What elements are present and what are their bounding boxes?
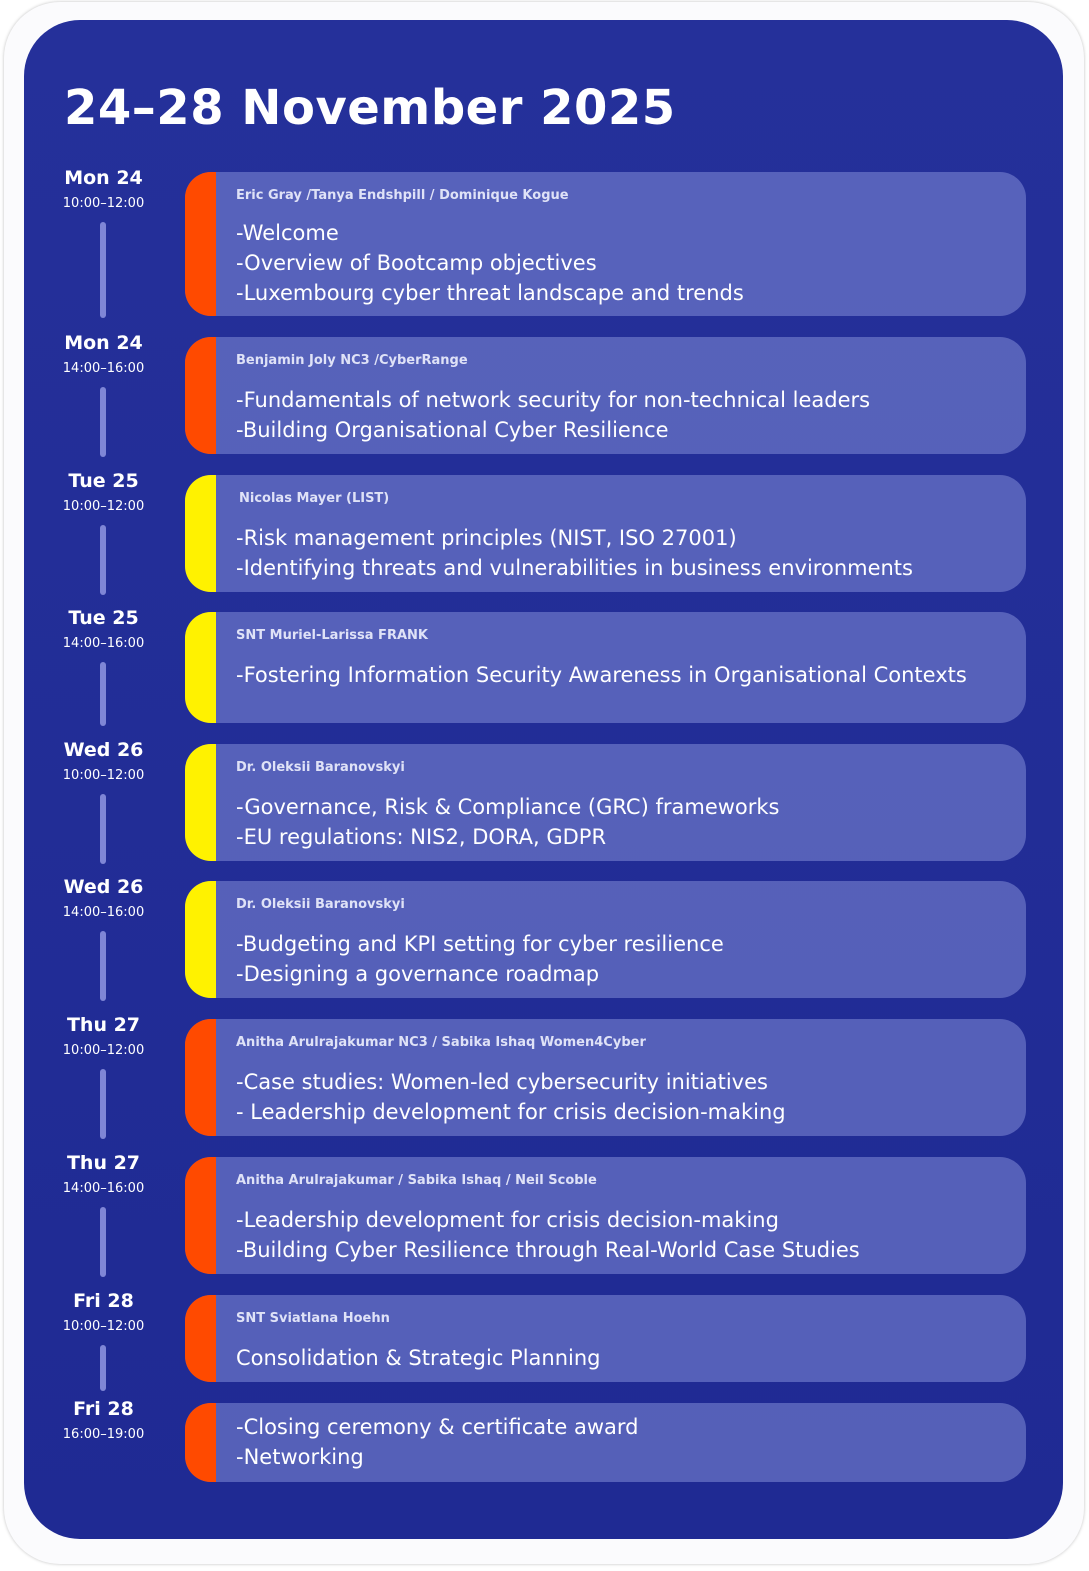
timeline-connector — [100, 931, 106, 1001]
session-accent-bar — [185, 744, 216, 861]
timeline-connector — [100, 387, 106, 457]
session-card — [185, 881, 1026, 998]
timeline-connector — [100, 1345, 106, 1391]
session-topic: -Fundamentals of network security for non-technical leaders — [236, 388, 871, 412]
session-speaker: Anitha Arulrajakumar / Sabika Ishaq / Neil Scoble — [236, 1173, 597, 1188]
session-topic: -Designing a governance roadmap — [236, 962, 600, 986]
session-topic: -Overview of Bootcamp objectives — [236, 251, 597, 275]
session-card — [185, 1403, 1026, 1482]
session-card — [185, 744, 1026, 861]
session-topic: -Luxembourg cyber threat landscape and trends — [236, 281, 744, 305]
session-topic: -Case studies: Women-led cybersecurity initiatives — [236, 1070, 768, 1094]
session-card — [185, 475, 1026, 592]
session-time: 14:00–16:00 — [62, 1181, 145, 1196]
session-time: 10:00–12:00 — [62, 1319, 145, 1334]
session-topic: -Risk management principles (NIST, ISO 27001) — [236, 526, 737, 550]
session-speaker: Dr. Oleksii Baranovskyi — [236, 897, 405, 912]
session-accent-bar — [185, 337, 216, 454]
session-accent-bar — [185, 1157, 216, 1274]
session-time: 14:00–16:00 — [62, 905, 145, 920]
timeline-connector — [100, 1207, 106, 1277]
session-speaker: Benjamin Joly NC3 /CyberRange — [236, 353, 468, 368]
session-day: Fri 28 — [73, 1290, 134, 1312]
session-topics — [236, 1343, 1006, 1373]
session-speaker: Anitha Arulrajakumar NC3 / Sabika Ishaq Women4Cyber — [236, 1035, 646, 1050]
session-day: Fri 28 — [73, 1398, 134, 1420]
session-topics — [236, 664, 1006, 686]
session-accent-bar — [185, 1019, 216, 1136]
session-topic: -Closing ceremony & certificate award — [236, 1415, 639, 1439]
session-card — [185, 1019, 1026, 1136]
session-time: 14:00–16:00 — [62, 636, 145, 651]
session-time: 14:00–16:00 — [62, 361, 145, 376]
page-title: 24–28 November 2025 — [64, 80, 676, 136]
session-topic: - Leadership development for crisis decision-making — [236, 1100, 786, 1124]
session-time: 10:00–12:00 — [62, 196, 145, 211]
session-topic: -Leadership development for crisis decision-making — [236, 1208, 779, 1232]
session-day: Wed 26 — [63, 876, 144, 898]
session-card — [185, 172, 1026, 316]
session-day: Mon 24 — [64, 332, 143, 354]
session-day: Thu 27 — [66, 1014, 141, 1036]
session-day: Tue 25 — [68, 607, 139, 629]
session-topics — [236, 792, 1006, 852]
session-topics — [236, 523, 1006, 583]
session-topic: -Building Organisational Cyber Resilience — [236, 418, 669, 442]
timeline-connector — [100, 662, 106, 726]
session-topics — [236, 1412, 1006, 1472]
session-accent-bar — [185, 172, 216, 316]
session-topic: -Building Cyber Resilience through Real-World Case Studies — [236, 1238, 860, 1262]
session-topic: Consolidation & Strategic Planning — [236, 1346, 601, 1370]
session-topics — [236, 218, 1006, 308]
session-topic: -Fostering Information Security Awareness in Organisational Contexts — [236, 663, 967, 687]
session-accent-bar — [185, 1403, 216, 1482]
session-topic: -Identifying threats and vulnerabilities in business environments — [236, 556, 913, 580]
session-time: 10:00–12:00 — [62, 768, 145, 783]
session-speaker: Nicolas Mayer (LIST) — [239, 491, 390, 506]
session-topics — [236, 1205, 1006, 1265]
session-topics — [236, 1067, 1006, 1127]
timeline-connector — [100, 222, 106, 318]
session-time: 10:00–12:00 — [62, 1043, 145, 1058]
session-day: Wed 26 — [63, 739, 144, 761]
schedule-panel — [24, 20, 1063, 1539]
session-card — [185, 1157, 1026, 1274]
session-speaker: Eric Gray /Tanya Endshpill / Dominique Kogue — [236, 188, 569, 203]
session-card — [185, 1295, 1026, 1382]
session-day: Tue 25 — [68, 470, 139, 492]
session-topic: -EU regulations: NIS2, DORA, GDPR — [236, 825, 607, 849]
session-topic: -Governance, Risk & Compliance (GRC) frameworks — [236, 795, 780, 819]
session-speaker: SNT Sviatlana Hoehn — [236, 1311, 390, 1326]
session-time: 16:00–19:00 — [62, 1427, 145, 1442]
session-speaker: Dr. Oleksii Baranovskyi — [236, 760, 405, 775]
timeline-connector — [100, 525, 106, 595]
session-day: Thu 27 — [66, 1152, 141, 1174]
session-accent-bar — [185, 475, 216, 592]
session-topic: -Networking — [236, 1445, 364, 1469]
session-topic: -Welcome — [236, 221, 339, 245]
session-card — [185, 337, 1026, 454]
session-card — [185, 612, 1026, 723]
session-speaker: SNT Muriel-Larissa FRANK — [236, 628, 428, 643]
session-accent-bar — [185, 881, 216, 998]
timeline-connector — [100, 794, 106, 864]
session-topics — [236, 385, 1006, 445]
timeline-connector — [100, 1069, 106, 1139]
session-topic: -Budgeting and KPI setting for cyber resilience — [236, 932, 724, 956]
session-time: 10:00–12:00 — [62, 499, 145, 514]
session-accent-bar — [185, 612, 216, 723]
session-day: Mon 24 — [64, 167, 143, 189]
session-accent-bar — [185, 1295, 216, 1382]
session-topics — [236, 929, 1006, 989]
